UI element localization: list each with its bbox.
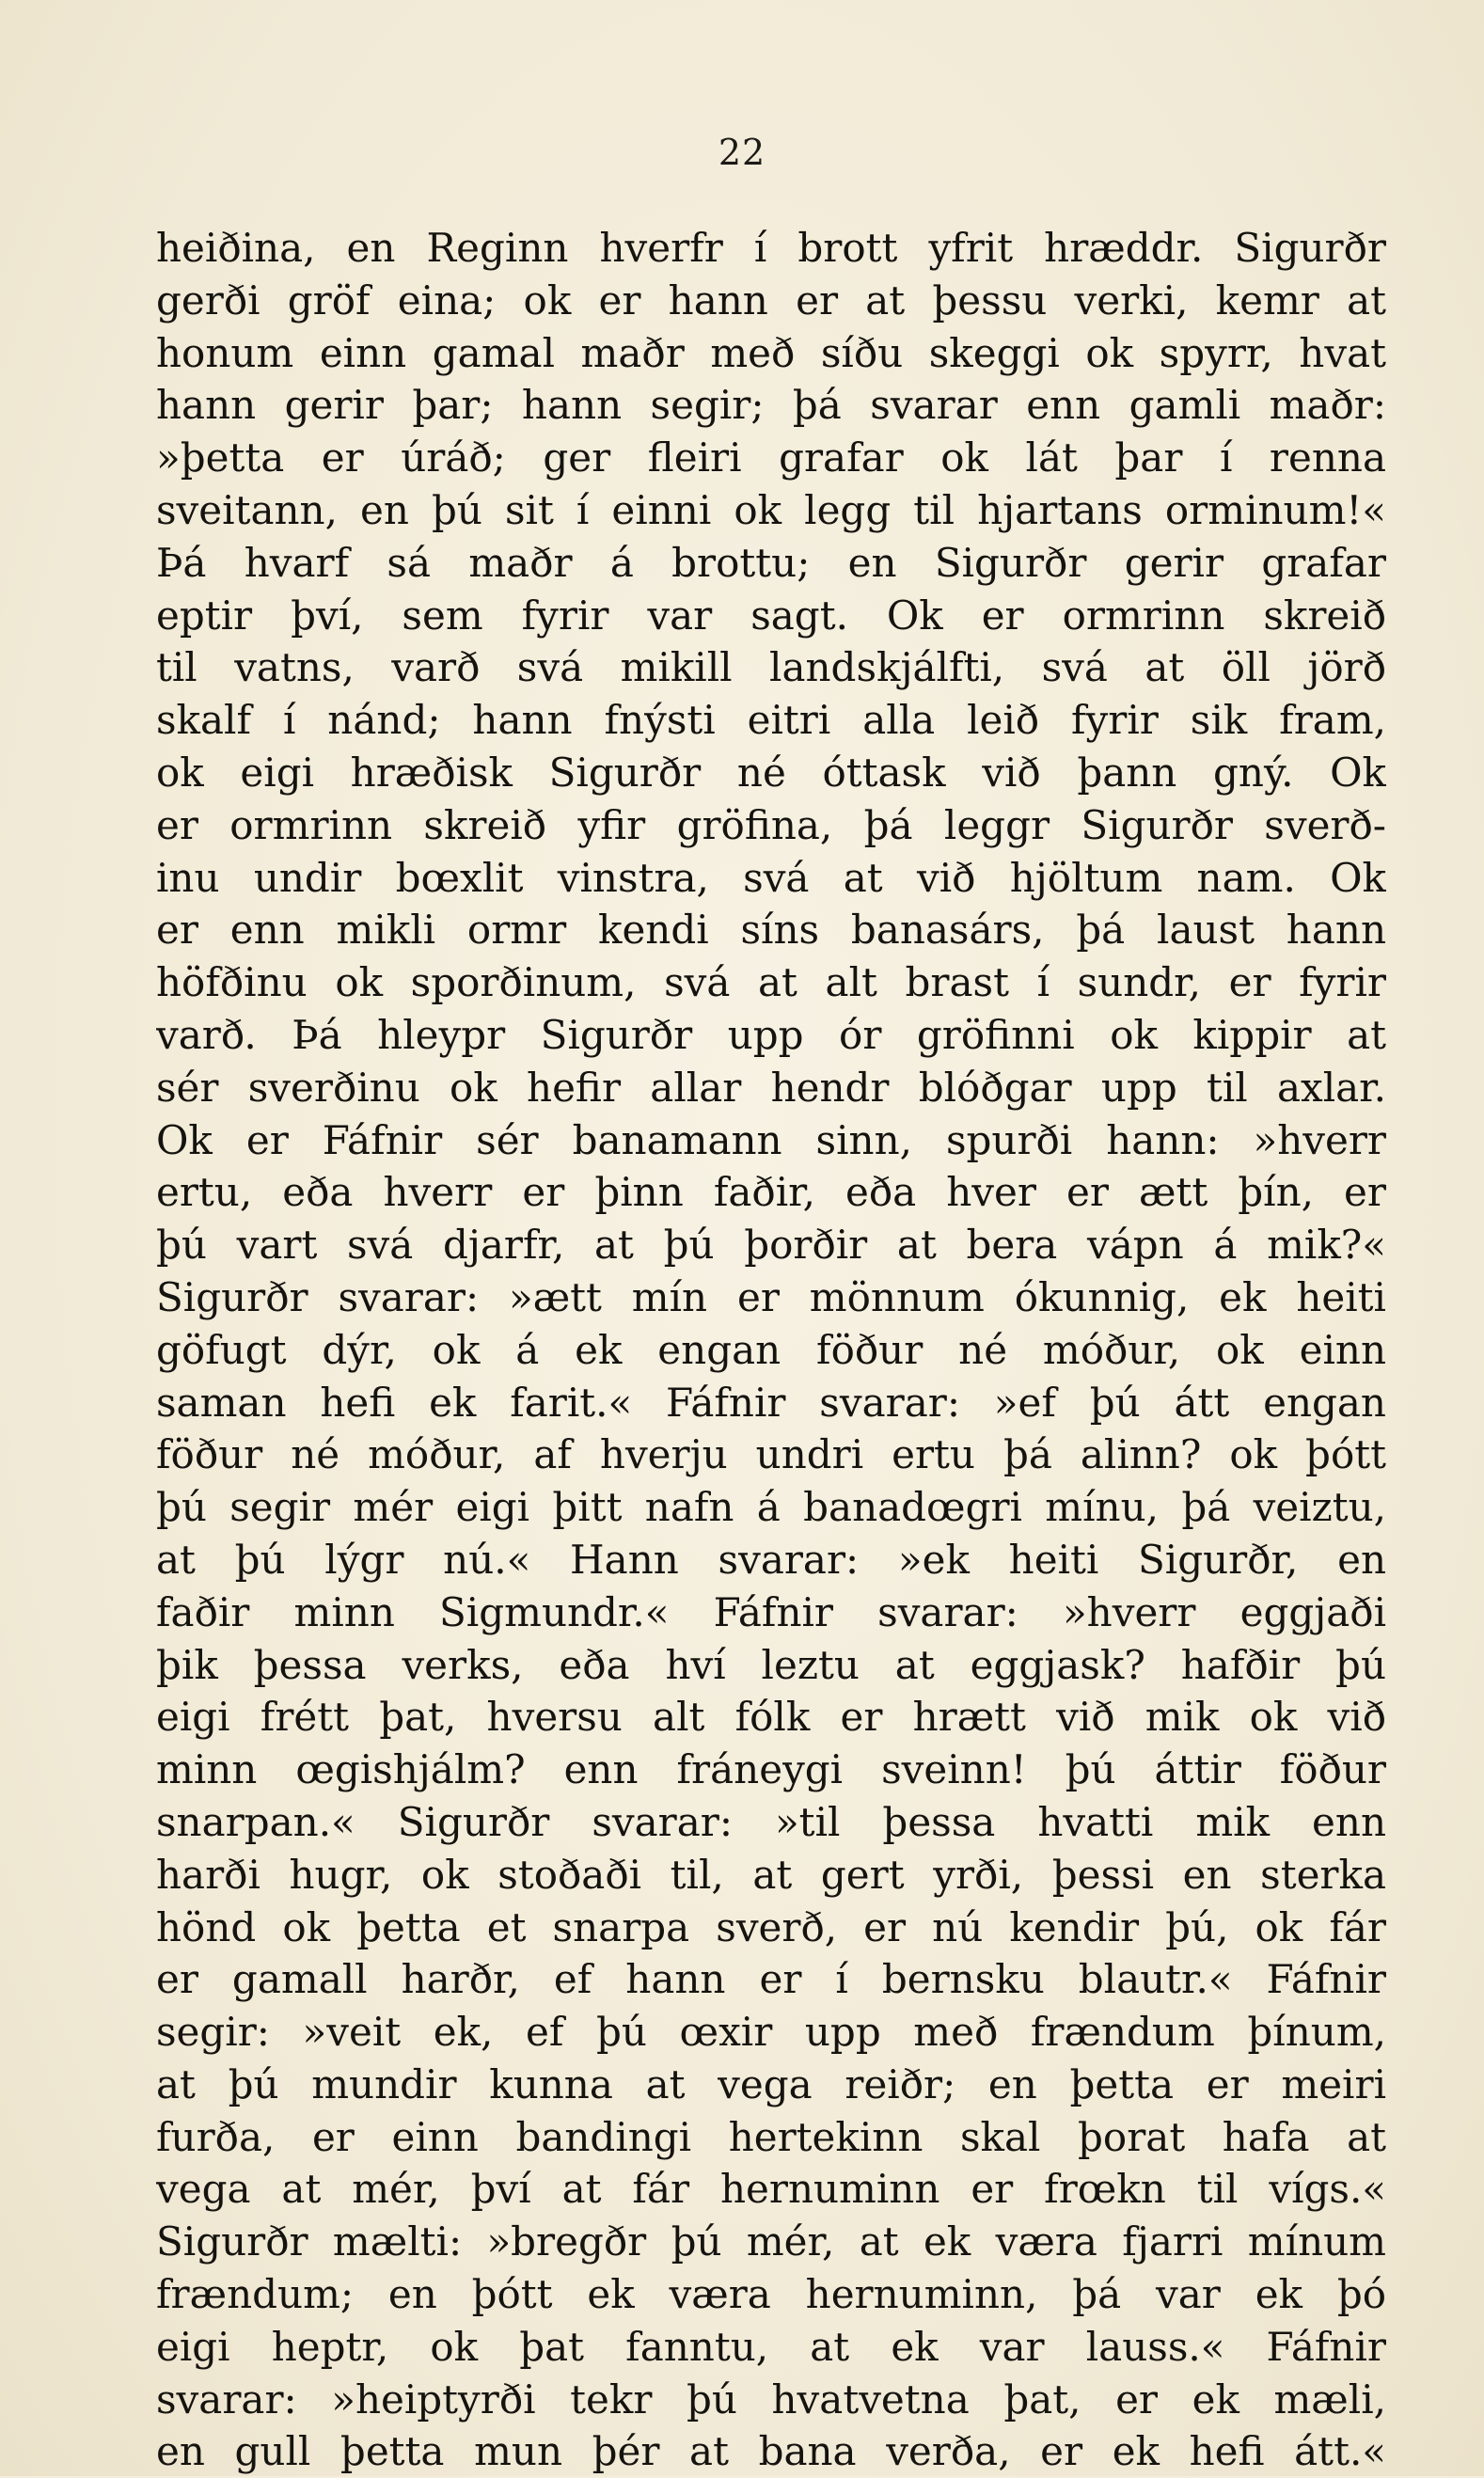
text-line: inu undir bœxlit vinstra, svá at við hjöltum nam. Ok — [156, 854, 1386, 901]
text-line: faðir minn Sigmundr.« Fáfnir svarar: »hverr eggjaði — [156, 1588, 1386, 1635]
text-line: »þetta er úráð; ger fleiri grafar ok lát þar í renna — [156, 434, 1386, 481]
page-number: 22 — [718, 132, 766, 173]
text-line: at þú mundir kunna at vega reiðr; en þetta er meiri — [156, 2060, 1386, 2107]
text-line: Þá hvarf sá maðr á brottu; en Sigurðr gerir grafar — [156, 539, 1386, 586]
text-line: göfugt dýr, ok á ek engan föður né móður, ok einn — [156, 1326, 1386, 1373]
text-line: furða, er einn bandingi hertekinn skal þorat hafa at — [156, 2113, 1386, 2160]
text-line: saman hefi ek farit.« Fáfnir svarar: »ef þú átt engan — [156, 1379, 1386, 1426]
text-line: at þú lýgr nú.« Hann svarar: »ek heiti Sigurðr, en — [156, 1536, 1386, 1583]
text-line: honum einn gamal maðr með síðu skeggi ok spyrr, hvat — [156, 329, 1386, 376]
text-line: er enn mikli ormr kendi síns banasárs, þá laust hann — [156, 907, 1386, 954]
text-line: er gamall harðr, ef hann er í bernsku blautr.« Fáfnir — [156, 1956, 1386, 2003]
text-line: er ormrinn skreið yfir gröfina, þá leggr Sigurðr sverð- — [156, 801, 1386, 848]
text-line: hönd ok þetta et snarpa sverð, er nú kendir þú, ok fár — [156, 1903, 1386, 1950]
text-line: þik þessa verks, eða hví leztu at eggjask? hafðir þú — [156, 1641, 1386, 1688]
text-line: vega at mér, því at fár hernuminn er frœkn til vígs.« — [156, 2166, 1386, 2213]
text-line: svarar: »heiptyrði tekr þú hvatvetna þat, er ek mæli, — [156, 2375, 1386, 2423]
text-line: til vatns, varð svá mikill landskjálfti, svá at öll jörð — [156, 644, 1386, 691]
text-line: heiðina, en Reginn hverfr í brott yfrit hræddr. Sigurðr — [156, 225, 1386, 271]
text-line: þú vart svá djarfr, at þú þorðir at bera vápn á mik?« — [156, 1222, 1386, 1269]
text-line: varð. Þá hleypr Sigurðr upp ór gröfinni ok kippir at — [156, 1011, 1386, 1058]
text-line: Sigurðr svarar: »ætt mín er mönnum ókunnig, ek heiti — [156, 1273, 1386, 1320]
text-line: sér sverðinu ok hefir allar hendr blóðgar upp til axlar. — [156, 1064, 1386, 1111]
text-line: sveitann, en þú sit í einni ok legg til hjartans orminum!« — [156, 486, 1386, 533]
text-line: harði hugr, ok stoðaði til, at gert yrði, þessi en sterka — [156, 1851, 1386, 1898]
text-line: Sigurðr mælti: »bregðr þú mér, at ek væra fjarri mínum — [156, 2218, 1386, 2265]
text-line: ertu, eða hverr er þinn faðir, eða hver er ætt þín, er — [156, 1169, 1386, 1216]
text-line: segir: »veit ek, ef þú œxir upp með frændum þínum, — [156, 2009, 1386, 2056]
text-line: höfðinu ok sporðinum, svá at alt brast í sundr, er fyrir — [156, 959, 1386, 1006]
text-line: eigi frétt þat, hversu alt fólk er hrætt við mik ok við — [156, 1694, 1386, 1741]
text-line: eptir því, sem fyrir var sagt. Ok er ormrinn skreið — [156, 592, 1386, 639]
text-line: ok eigi hræðisk Sigurðr né óttask við þann gný. Ok — [156, 749, 1386, 796]
text-line: föður né móður, af hverju undri ertu þá alinn? ok þótt — [156, 1431, 1386, 1478]
text-line: minn œgishjálm? enn fráneygi sveinn! þú áttir föður — [156, 1746, 1386, 1793]
text-line: Ok er Fáfnir sér banamann sinn, spurði hann: »hverr — [156, 1116, 1386, 1163]
text-line: gerði gröf eina; ok er hann er at þessu verki, kemr at — [156, 276, 1386, 324]
text-line: þú segir mér eigi þitt nafn á banadœgri mínu, þá veiztu, — [156, 1484, 1386, 1531]
text-line: hann gerir þar; hann segir; þá svarar enn gamli maðr: — [156, 382, 1386, 429]
text-line: en gull þetta mun þér at bana verða, er ek hefi átt.« — [156, 2428, 1386, 2475]
body-text — [156, 222, 1386, 2478]
text-line: eigi heptr, ok þat fanntu, at ek var lauss.« Fáfnir — [156, 2323, 1386, 2370]
text-line: skalf í nánd; hann fnýsti eitri alla leið fyrir sik fram, — [156, 697, 1386, 744]
text-line: snarpan.« Sigurðr svarar: »til þessa hvatti mik enn — [156, 1798, 1386, 1845]
text-line: frændum; en þótt ek væra hernuminn, þá var ek þó — [156, 2271, 1386, 2318]
